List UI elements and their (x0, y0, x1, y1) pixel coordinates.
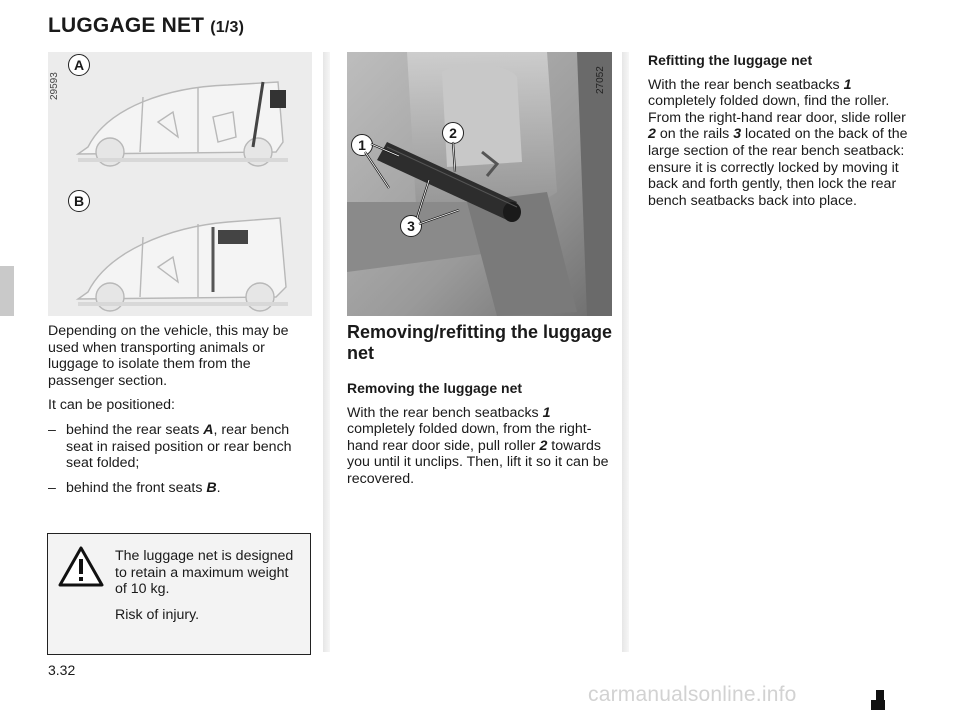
page-title (48, 14, 244, 38)
page-title-part: (1/3) (210, 19, 245, 36)
callout-1: 1 (351, 134, 373, 156)
section-tab-marker (0, 266, 14, 316)
column-separator-left (323, 52, 330, 652)
removing-ref-1: 1 (542, 404, 551, 421)
page-number: 3.32 (48, 662, 76, 678)
figure-ref-code-center: 27052 (595, 66, 606, 94)
column-separator-right (622, 52, 629, 652)
warning-text (115, 548, 303, 632)
removing-paragraph (347, 405, 612, 488)
corner-mark-base (871, 700, 885, 710)
removing-ref-2: 2 (539, 437, 548, 454)
vehicle-diagram (48, 52, 312, 316)
refitting-ref-2: 2 (648, 126, 656, 143)
positioned-label: It can be positioned: (48, 397, 175, 414)
intro-paragraph: Depending on the vehicle, this may be used when transporting animals or luggage to isolate them from the passenger section. (48, 323, 289, 389)
removing-text-1: With the rear bench seatbacks (347, 404, 543, 421)
label-b-marker: B (68, 190, 90, 212)
refitting-paragraph-2 (648, 110, 912, 210)
callout-leader-lines (347, 52, 612, 316)
watermark: carmanualsonline.info (588, 683, 797, 706)
bullet-text: behind the rear seats (66, 421, 204, 438)
bullet-ref-b: B (206, 479, 217, 496)
section-title: Removing/refitting the luggage net (347, 322, 613, 363)
illustration-rear-seat-roller (347, 52, 612, 316)
center-column-text (347, 322, 612, 496)
refitting-text-1a: With the rear bench seatbacks (648, 76, 844, 93)
bullet-dash: – (48, 421, 56, 438)
figure-ref-code-left: 29593 (49, 72, 60, 100)
warning-line-2: Risk of injury. (115, 606, 200, 623)
bullet-ref-a: A (203, 421, 214, 438)
refitting-paragraph-1 (648, 77, 912, 110)
removing-heading: Removing the luggage net (347, 380, 523, 396)
removing-text-2: completely folded down, from the right-hand rear door side, pull roller (347, 421, 592, 454)
right-column-text (648, 52, 912, 217)
page-title-text: LUGGAGE NET (48, 14, 205, 37)
bullet-text-tail: , rear bench seat in raised position or rear bench seat folded; (66, 421, 292, 472)
removing-text-3: towards you until it unclips. Then, lift it so it can be recovered. (347, 437, 609, 487)
refitting-ref-1: 1 (843, 76, 852, 93)
refitting-text-2c: located on the back of the large section of the rear bench seatback: ensure it is correctly locked by moving it back and forth gently, then lock the rear bench seatbacks back into place. (648, 126, 908, 209)
left-column-text (48, 323, 312, 504)
callout-2: 2 (442, 122, 464, 144)
refitting-heading: Refitting the luggage net (648, 52, 813, 68)
bullet-dash: – (48, 479, 56, 496)
callout-3: 3 (400, 215, 422, 237)
illustration-vehicle-positions (48, 52, 312, 316)
warning-line-1: The luggage net is designed to retain a maximum weight of 10 kg. (115, 548, 294, 598)
refitting-text-2a: From the right-hand rear door, slide roller (648, 109, 906, 126)
refitting-ref-3: 3 (733, 126, 742, 143)
bullet-text: behind the front seats (66, 479, 207, 496)
refitting-text-2b: on the rails (655, 126, 734, 143)
label-a-marker: A (68, 54, 90, 76)
bullet-text-tail: . (216, 479, 221, 496)
removing-block (347, 380, 612, 488)
refitting-text-1b: completely folded down, find the roller. (648, 93, 890, 110)
bullet-rear-seats (48, 422, 312, 472)
bullet-front-seats (48, 480, 312, 497)
warning-triangle-icon (58, 546, 104, 588)
